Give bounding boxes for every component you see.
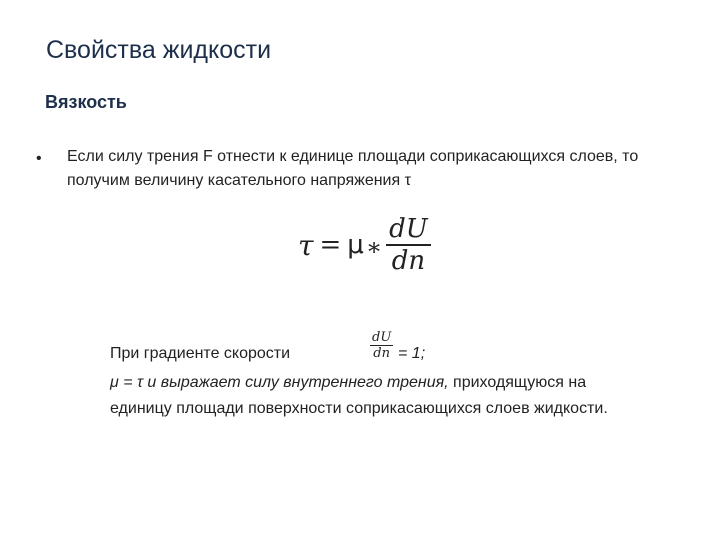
formula-fraction [386, 214, 431, 276]
slide-subtitle: Вязкость [45, 92, 127, 112]
formula-numerator: dU [389, 214, 428, 245]
formula-equals: = [319, 230, 342, 260]
gradient-fraction [370, 330, 393, 361]
formula-tau: τ [298, 228, 314, 262]
note-line-2-rest: приходящуюся на [448, 374, 587, 391]
note-line-1: При градиенте скорости [110, 345, 291, 362]
slide-title: Свойства жидкости [46, 36, 272, 64]
gradient-numerator: dU [372, 330, 392, 345]
bullet-text: Если силу трения F отнести к единице площади соприкасающихся слоев, то получим величину касательного напряжения τ [67, 148, 639, 189]
bullet-marker: • [36, 150, 42, 167]
gradient-denominator: dn [373, 346, 390, 361]
viscosity-formula [298, 210, 431, 280]
formula-multiply: ∗ [365, 233, 383, 261]
note-line-3: единицу площади поверхности соприкасающихся слоев жидкости. [110, 400, 608, 417]
note-line-2 [110, 372, 586, 394]
formula-denominator: dn [391, 245, 426, 276]
formula-mu: μ [347, 230, 364, 260]
gradient-equals-one: = 1; [398, 345, 426, 362]
note-line-2-italic: μ = τ и выражает силу внутреннего трения, [110, 374, 449, 391]
